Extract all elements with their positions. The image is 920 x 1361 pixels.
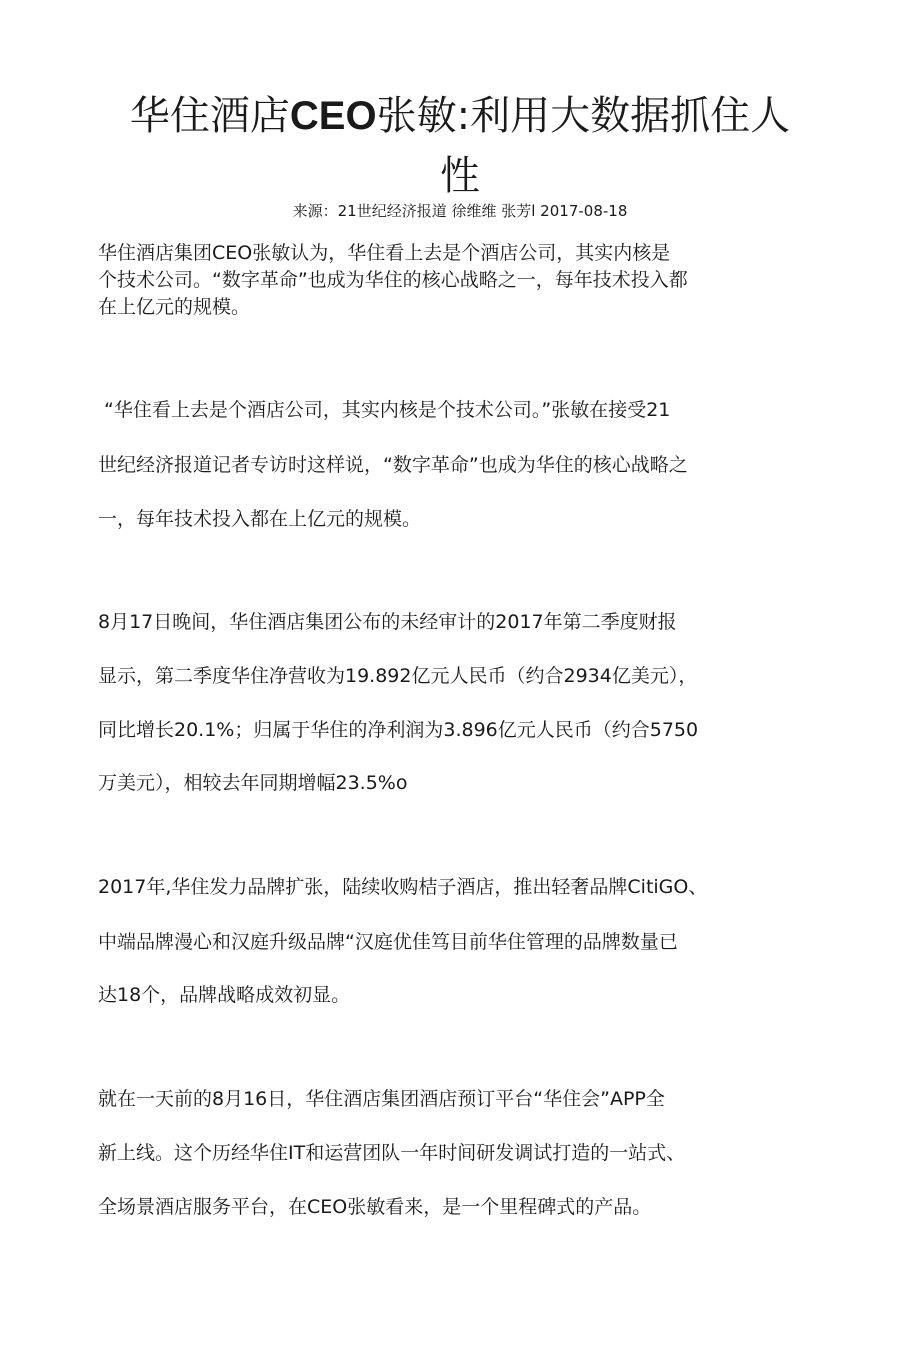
lead-line: 华住酒店集团CEO张敏认为，华住看上去是个酒店公司，其实内核是 bbox=[98, 242, 671, 264]
paragraph-3-line-1: 2017年,华住发力品牌扩张，陆续收购桔子酒店，推出轻奢品牌CitiGO、 bbox=[98, 876, 708, 898]
lead-line: 在上亿元的规模。 bbox=[98, 296, 251, 318]
paragraph-3-line-2: 中端品牌漫心和汉庭升级品牌“汉庭优佳笃目前华住管理的品牌数量已 bbox=[98, 931, 678, 953]
article-title-line-2: 性 bbox=[440, 153, 480, 199]
paragraph-1-line-3: 一，每年技术投入都在上亿元的规模。 bbox=[98, 508, 422, 530]
paragraph-3-line-3: 达18个，品牌战略成效初显。 bbox=[98, 984, 351, 1006]
paragraph-4-line-1: 就在一天前的8月16日，华住酒店集团酒店预订平台“华住会”APP全 bbox=[98, 1088, 665, 1110]
title-text-part-2: 张敏:利用大数据抓住人 bbox=[376, 93, 791, 139]
paragraph-2-line-3: 同比增长20.1%；归属于华住的净利润为3.896亿元人民币（约合5750 bbox=[98, 719, 699, 741]
paragraph-1-line-1: “华住看上去是个酒店公司，其实内核是个技术公司。”张敏在接受21 bbox=[104, 399, 671, 421]
paragraph-2-line-4: 万美元），相较去年同期增幅23.5%o bbox=[98, 772, 408, 794]
paragraph-2-line-1: 8月17日晚间，华住酒店集团公布的未经审计的2017年第二季度财报 bbox=[98, 611, 677, 633]
article-source-line: 来源：21世纪经济报道 徐维维 张芳l 2017-08-18 bbox=[292, 202, 628, 220]
paragraph-4-line-2: 新上线。这个历经华住IT和运营团队一年时间研发调试打造的一站式、 bbox=[98, 1142, 686, 1164]
title-text-part-1: 华住酒店 bbox=[129, 93, 290, 139]
paragraph-2-line-2: 显示，第二季度华住净营收为19.892亿元人民币（约合2934亿美元）， bbox=[98, 665, 698, 687]
lead-line: 个技术公司。“数字革命”也成为华住的核心战略之一，每年技术投入都 bbox=[98, 269, 688, 291]
paragraph-1-line-2: 世纪经济报道记者专访时这样说，“数字革命”也成为华住的核心战略之 bbox=[98, 454, 688, 476]
paragraph-4-line-3: 全场景酒店服务平台，在CEO张敏看来，是一个里程碑式的产品。 bbox=[98, 1196, 652, 1218]
article-title-line-1 bbox=[60, 88, 860, 144]
title-text-ceo: CEO bbox=[289, 94, 377, 138]
